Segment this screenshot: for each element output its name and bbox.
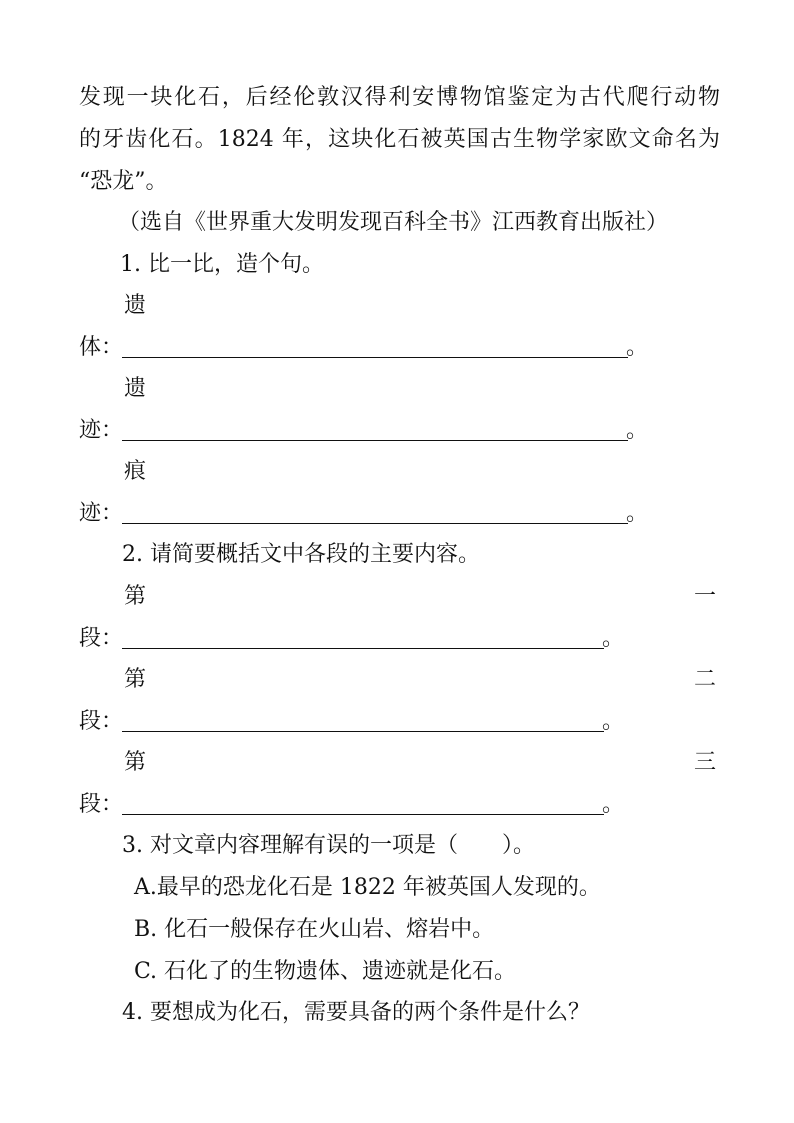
q2-item-2-di: 第 [124,667,147,692]
passage-line-2: 的牙齿化石。1824 年，这块化石被英国古生物学家欧文命名为 [79,127,720,152]
q2-item-2-label: 段： [79,709,124,734]
q3-option-b[interactable]: B. 化石一般保存在火山岩、熔岩中。 [134,917,495,942]
q1-item-3-label: 迹： [79,501,124,526]
q2-item-2-num: 二 [694,667,717,692]
q2-item-1-num: 一 [694,584,717,609]
q2-item-3-end: 。 [602,792,625,817]
passage-line-3: “恐龙”。 [79,169,168,194]
q2-item-3-num: 三 [694,750,717,775]
q2-item-3-di: 第 [124,750,147,775]
q2-item-2-answer-line[interactable] [122,731,604,732]
q1-item-1-answer-line[interactable] [122,357,628,358]
q1-item-3-answer-line[interactable] [122,523,628,524]
q1-item-1-end: 。 [626,335,649,360]
q2-item-1-label: 段： [79,626,124,651]
passage-line-1: 发现一块化石，后经伦敦汉得利安博物馆鉴定为古代爬行动物 [79,85,720,110]
q1-item-2-answer-line[interactable] [122,440,628,441]
q3-option-c[interactable]: C. 石化了的生物遗体、遗迹就是化石。 [134,959,517,984]
q2-item-1-answer-line[interactable] [122,648,604,649]
question-3-prompt: 3. 对文章内容理解有误的一项是（ ）。 [122,833,535,858]
q2-item-2-end: 。 [602,709,625,734]
q1-item-3-char: 痕 [124,459,147,484]
q2-item-1-end: 。 [602,626,625,651]
passage-source: （选自《世界重大发明发现百科全书》江西教育出版社） [118,210,669,235]
q2-item-3-answer-line[interactable] [122,814,604,815]
q2-item-3-label: 段： [79,792,124,817]
q1-item-1-char: 遗 [124,293,147,318]
q1-item-2-end: 。 [626,418,649,443]
question-2-prompt: 2. 请简要概括文中各段的主要内容。 [122,542,480,567]
q1-item-3-end: 。 [626,501,649,526]
q1-item-2-label: 迹： [79,418,124,443]
question-1-prompt: 1. 比一比，造个句。 [120,252,324,277]
q3-option-a[interactable]: A.最早的恐龙化石是 1822 年被英国人发现的。 [134,875,601,900]
question-4-prompt: 4. 要想成为化石，需要具备的两个条件是什么？ [122,1000,590,1025]
q1-item-2-char: 遗 [124,376,147,401]
q1-item-1-label: 体： [79,335,124,360]
q2-item-1-di: 第 [124,584,147,609]
